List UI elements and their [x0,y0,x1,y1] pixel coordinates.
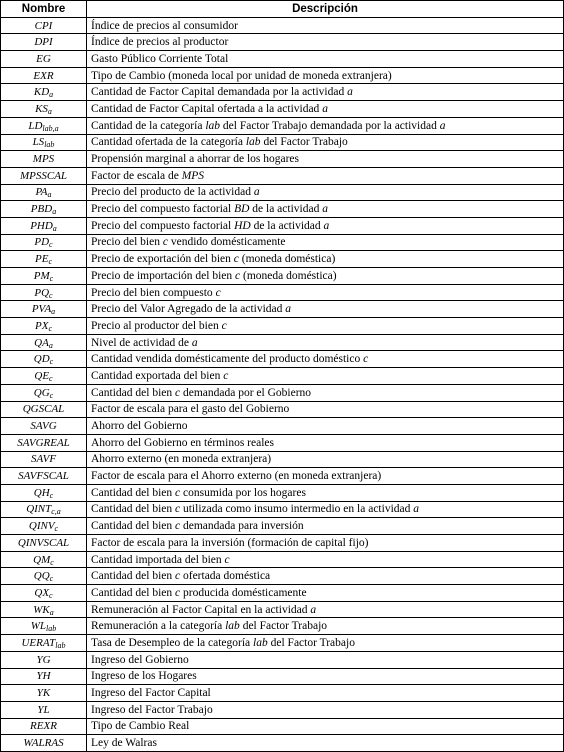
description-text: demandada para inversión [180,520,304,533]
variable-symbol: PA [35,186,48,199]
description-text: Precio del compuesto factorial [91,203,235,216]
variable-subscript: c,a [51,507,61,517]
table-row [1,401,564,418]
table-row [1,418,564,435]
variable-symbol: QINT [26,503,52,516]
variable-description [87,535,564,552]
description-text: Nivel de actividad de [91,336,192,349]
table-body [1,17,564,751]
variable-description [87,401,564,418]
variable-name [1,51,87,68]
variable-description [87,434,564,451]
table-row [1,585,564,602]
variable-symbol: KS [35,102,48,115]
variable-name [1,34,87,51]
description-text: Factor de escala para el Ahorro externo (en moneda extranjera) [91,470,382,483]
variable-symbol: QG [33,386,50,399]
variable-symbol: PX [34,319,49,332]
description-math: HD [234,219,251,232]
variable-name [1,234,87,251]
table-row [1,201,564,218]
description-text: Tipo de Cambio Real [91,720,190,733]
variable-name [1,84,87,101]
variable-name [1,184,87,201]
variable-subscript: c [54,524,59,534]
description-math: MPS [181,169,205,182]
variable-description [87,501,564,518]
variable-description [87,368,564,385]
description-text: Ingreso de los Hogares [91,670,197,683]
description-math: c [175,503,181,516]
variable-name [1,451,87,468]
variable-symbol: SAVGREAL [17,436,70,449]
variable-description [87,718,564,735]
variable-description [87,217,564,234]
table-row [1,651,564,668]
description-text: Ingreso del Factor Trabajo [91,703,213,716]
variable-name [1,67,87,84]
variable-symbol: QINVSCAL [17,536,70,549]
description-text: Propensión marginal a ahorrar de los hogares [91,153,300,166]
description-math: lab [205,119,221,132]
table-row [1,718,564,735]
variable-subscript: a [48,340,53,350]
variable-description [87,585,564,602]
variable-symbol: QGSCAL [22,403,65,416]
variable-name [1,101,87,118]
variable-description [87,117,564,134]
variable-description [87,318,564,335]
description-text: Remuneración al Factor Capital en la actividad [91,603,311,616]
variable-symbol: EXR [33,69,54,82]
variable-name [1,301,87,318]
variable-name [1,668,87,685]
description-math: c [175,486,181,499]
variable-name [1,735,87,752]
description-math: a [323,219,330,232]
variable-description [87,167,564,184]
variable-subscript: lab [55,640,66,650]
variable-subscript: c [49,590,53,600]
table-row [1,601,564,618]
description-text: demandada por el Gobierno [180,386,312,399]
description-text: Ley de Walras [91,737,157,750]
table-row [1,535,564,552]
description-math: a [413,503,419,516]
variable-subscript: c [49,273,54,283]
variable-name [1,635,87,652]
description-math: c [215,286,221,299]
variable-symbol: CPI [34,19,53,32]
variable-description [87,651,564,668]
variable-name [1,368,87,385]
description-text: Cantidad de Factor Capital ofertada a la actividad [91,102,323,115]
description-text: Cantidad del bien [91,486,175,499]
variable-symbol: PD [34,236,50,249]
description-text: Precio de exportación del bien [91,253,234,266]
variable-symbol: YL [37,703,50,716]
variable-symbol: EG [36,52,51,65]
variable-description [87,551,564,568]
variable-name [1,651,87,668]
variable-subscript: a [51,307,56,317]
variable-description [87,301,564,318]
description-math: c [175,520,181,533]
variable-description [87,184,564,201]
description-text: Ingreso del Gobierno [91,653,189,666]
description-text: Tasa de Desempleo de la categoría [91,636,254,649]
description-math: c [363,353,369,366]
variable-name [1,585,87,602]
variable-subscript: lab [44,140,55,150]
table-row [1,351,564,368]
variable-description [87,568,564,585]
variable-description [87,468,564,485]
description-text: (moneda doméstica) [240,269,337,282]
variable-description [87,34,564,51]
table-row [1,668,564,685]
variable-subscript: lab,a [42,123,59,133]
variable-subscript: a [52,207,57,217]
table-row [1,268,564,285]
variable-name [1,434,87,451]
variable-subscript: a [49,607,54,617]
table-row [1,51,564,68]
variable-name [1,701,87,718]
description-math: c [175,586,181,599]
variable-name [1,384,87,401]
variable-name [1,167,87,184]
variable-name [1,501,87,518]
variable-symbol: LD [28,119,43,132]
variable-subscript: c [49,240,53,250]
description-text: Precio del Valor Agregado de la actividad [91,303,286,316]
variable-description [87,101,564,118]
description-text: Ahorro del Gobierno en términos reales [91,436,274,449]
description-text: Cantidad del bien [91,570,175,583]
variable-symbol: PBD [30,203,53,216]
variable-subscript: c [49,490,54,500]
description-math: BD [234,203,250,216]
description-text: Cantidad del bien [91,586,175,599]
description-math: c [235,269,241,282]
description-text: Precio del bien [91,236,163,249]
variable-symbol: PVA [31,303,52,316]
variable-symbol: YK [36,687,51,700]
column-header-description: Descripción [87,1,564,18]
variable-name [1,468,87,485]
variable-name [1,17,87,34]
description-text: Cantidad ofertada de la categoría [91,136,246,149]
description-math: a [322,203,328,216]
table-row [1,217,564,234]
variable-subscript: c [50,557,54,567]
description-text: Cantidad de la categoría [91,119,206,132]
description-text: Ingreso del Factor Capital [91,687,211,700]
variable-symbol: QX [34,586,50,599]
variable-description [87,735,564,752]
variable-name [1,334,87,351]
variable-description [87,67,564,84]
description-text: del Factor Trabajo demandada por la actividad [220,119,440,132]
description-text: del Factor Trabajo [260,136,348,149]
description-math: c [224,553,230,566]
description-text: Factor de escala para el gasto del Gobierno [91,403,290,416]
table-row [1,151,564,168]
table-row [1,434,564,451]
variable-symbol: PM [33,269,50,282]
description-math: c [221,319,227,332]
variable-description [87,17,564,34]
variable-symbol: QINV [28,520,55,533]
variable-subscript: c [49,290,53,300]
table-row [1,334,564,351]
variable-name [1,535,87,552]
table-row [1,468,564,485]
variable-symbol: WL [30,620,47,633]
variable-symbol: UERAT [21,636,56,649]
table-row [1,551,564,568]
variable-symbol: WK [33,603,50,616]
variable-description [87,234,564,251]
table-row [1,234,564,251]
table-row [1,735,564,752]
variable-name [1,217,87,234]
variable-description [87,618,564,635]
table-row [1,34,564,51]
variable-subscript: a [47,106,52,116]
variable-description [87,484,564,501]
variable-name [1,484,87,501]
variable-description [87,701,564,718]
description-text: de la actividad [250,219,324,232]
variable-name [1,601,87,618]
variable-symbol: DPI [34,36,53,49]
variable-symbol: SAVF [30,453,57,466]
description-text: (moneda doméstica) [238,253,336,266]
description-text: de la actividad [249,203,323,216]
table-row [1,301,564,318]
variable-description [87,268,564,285]
variable-description [87,84,564,101]
description-math: lab [253,636,268,649]
description-math: a [191,336,198,349]
variable-description [87,201,564,218]
description-text: vendido domésticamente [167,236,286,249]
description-text: Ahorro del Gobierno [91,420,188,433]
variable-description [87,134,564,151]
variable-symbol: SAVFSCAL [18,470,69,483]
table-row [1,384,564,401]
table-row [1,318,564,335]
variable-subscript: lab [46,624,57,634]
description-text: Factor de escala de [91,169,182,182]
variable-symbol: QE [34,369,50,382]
variable-description [87,668,564,685]
description-text: Cantidad vendida domésticamente del producto doméstico [91,353,364,366]
table-row [1,184,564,201]
description-text: ofertada doméstica [180,570,271,583]
variable-description [87,418,564,435]
table-row [1,518,564,535]
variable-name [1,117,87,134]
variable-description [87,518,564,535]
variable-symbol: QD [33,353,50,366]
variable-subscript: c [49,373,53,383]
variable-subscript: c [48,323,52,333]
variable-symbol: YG [36,653,51,666]
variable-subscript: c [49,574,54,584]
table-row [1,618,564,635]
description-math: c [233,253,239,266]
description-math: c [175,386,181,399]
variable-description [87,51,564,68]
variable-description [87,334,564,351]
variable-name [1,284,87,301]
variable-name [1,134,87,151]
table-row [1,67,564,84]
variable-symbol: QH [33,486,50,499]
variable-symbol: SAVG [30,420,57,433]
table-row [1,484,564,501]
table-row [1,701,564,718]
variable-symbol: MPS [32,153,55,166]
description-math: a [347,86,353,99]
variable-subscript: a [52,223,57,233]
description-text: Precio de importación del bien [91,269,236,282]
table-row [1,17,564,34]
description-text: Cantidad del bien [91,386,175,399]
description-math: lab [225,620,240,633]
description-text: Precio al productor del bien [91,319,222,332]
variable-symbol: QA [34,336,49,349]
variable-subscript: a [49,90,54,100]
description-text: Cantidad exportada del bien [91,369,224,382]
variable-description [87,251,564,268]
table-row [1,568,564,585]
variable-name [1,268,87,285]
variable-name [1,718,87,735]
description-text: Índice de precios al consumidor [91,19,238,32]
variable-name [1,251,87,268]
table-row [1,685,564,702]
variable-symbol: YH [36,670,51,683]
description-text: Precio del compuesto factorial [91,219,235,232]
table-row [1,117,564,134]
variable-description [87,451,564,468]
variable-symbol: PQ [34,286,50,299]
description-text: Tipo de Cambio (moneda local por unidad de moneda extranjera) [91,69,392,82]
variable-description [87,284,564,301]
variable-name [1,418,87,435]
variable-name [1,401,87,418]
table-row [1,134,564,151]
variable-description [87,384,564,401]
variable-subscript: a [47,190,52,200]
variable-description [87,635,564,652]
variable-name [1,151,87,168]
variable-subscript: c [49,357,54,367]
description-text: Gasto Público Corriente Total [91,52,229,65]
variable-description [87,685,564,702]
variable-name [1,351,87,368]
variable-subscript: c [48,257,52,267]
table-row [1,84,564,101]
description-text: Índice de precios al productor [91,36,229,49]
description-math: a [439,119,446,132]
description-text: consumida por los hogares [180,486,306,499]
description-math: a [310,603,317,616]
description-text: Precio del bien compuesto [91,286,216,299]
description-text: Factor de escala para la inversión (formación de capital fijo) [91,536,369,549]
description-text: Precio del producto de la actividad [91,186,254,199]
description-text: utilizada como insumo intermedio en la actividad [180,503,414,516]
description-text: Remuneración a la categoría [91,620,226,633]
variable-symbol: PHD [30,219,53,232]
variable-symbol: KD [33,86,50,99]
variable-symbol: QM [33,553,51,566]
table-row [1,635,564,652]
variable-symbol: LS [32,136,45,149]
description-text: Cantidad del bien [91,503,175,516]
description-math: c [162,236,168,249]
table-row [1,251,564,268]
variable-description [87,601,564,618]
variable-name [1,551,87,568]
description-math: a [322,102,328,115]
variable-name [1,518,87,535]
variable-symbol: REXR [30,720,57,733]
table-row [1,368,564,385]
description-text: Ahorro externo (en moneda extranjera) [91,453,272,466]
description-math: c [175,570,181,583]
table-row [1,451,564,468]
variable-subscript: c [49,390,54,400]
variable-description [87,351,564,368]
description-math: a [285,303,292,316]
description-text: producida domésticamente [180,586,307,599]
variable-name [1,618,87,635]
variable-symbol: PE [34,253,49,266]
variable-symbol: QQ [33,570,50,583]
column-header-name: Nombre [1,1,87,18]
description-text: Cantidad de Factor Capital demandada por la actividad [91,86,348,99]
table-row [1,501,564,518]
description-math: c [223,369,229,382]
table-row [1,101,564,118]
description-text: del Factor Trabajo [267,636,355,649]
variable-description [87,151,564,168]
variable-name [1,685,87,702]
description-text: del Factor Trabajo [239,620,328,633]
table-row [1,284,564,301]
variable-name [1,201,87,218]
description-math: a [253,186,260,199]
variable-symbol: MPSSCAL [19,169,68,182]
description-text: Cantidad del bien [91,520,175,533]
variable-name [1,318,87,335]
table-header-row [1,1,564,18]
description-text: Cantidad importada del bien [91,553,225,566]
variable-symbol: WALRAS [23,737,64,750]
variable-name [1,568,87,585]
description-math: lab [245,136,261,149]
table-row [1,167,564,184]
